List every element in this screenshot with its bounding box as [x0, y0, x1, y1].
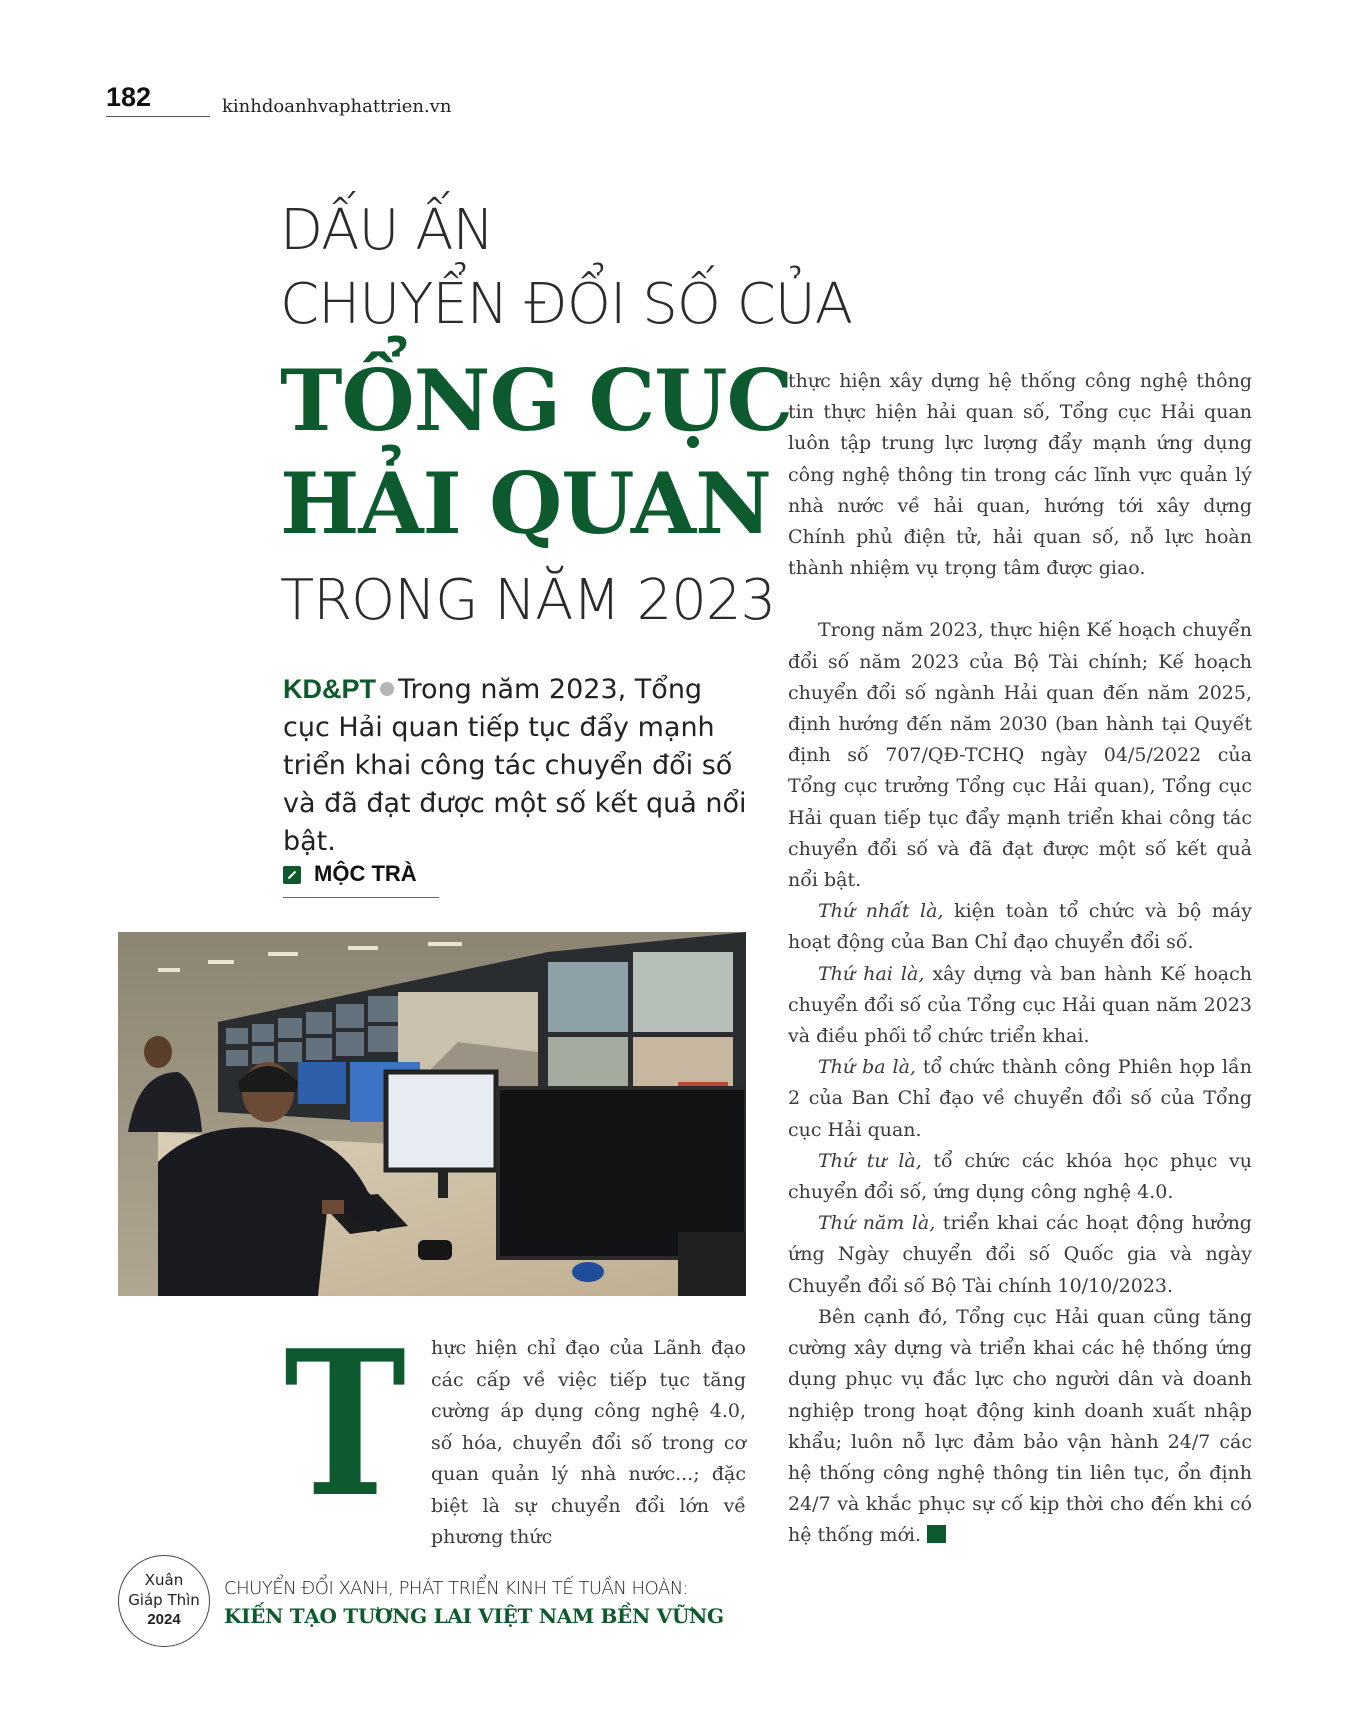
paragraph-5-lead: Thứ ba là, — [818, 1056, 916, 1079]
author-name: MỘC TRÀ — [314, 861, 417, 886]
paragraph-3-text: kiện toàn tổ chức và bộ máy hoạt động của Ban Chỉ đạo chuyển đổi số. — [788, 900, 1252, 954]
customs-control-room-photo — [118, 932, 746, 1296]
title-line-4: HẢI QUAN — [280, 454, 771, 553]
paragraph-7-lead: Thứ năm là, — [818, 1212, 936, 1235]
header-rule — [106, 116, 210, 117]
badge-line-1: Xuân — [144, 1571, 184, 1589]
paragraph-2: Trong năm 2023, thực hiện Kế hoạch chuyển đổi số năm 2023 của Bộ Tài chính; Kế hoạch chuyển đổi số ngành Hải quan đến năm 2025, định hướng đến năm 2030 (ban hành tại Quyết định số 707/QĐ-TCHQ ngày 04/5/2022 của Tổng cục trưởng Tổng cục Hải quan), Tổng cục Hải quan tiếp tục đẩy mạnh triển khai công tác chuyển đổi số và đã đạt được một số kết quả nổi bật. — [788, 619, 1252, 892]
article-photo — [118, 932, 746, 1296]
page-number: 182 — [106, 82, 152, 112]
footer-theme-line-1: CHUYỂN ĐỔI XANH, PHÁT TRIỂN KINH TẾ TUẦN HOÀN: — [224, 1578, 689, 1599]
paragraph-8 — [788, 1302, 1252, 1552]
paragraph-6 — [788, 1146, 1252, 1208]
drop-cap: T — [284, 1307, 407, 1542]
footer-theme-line-2: KIẾN TẠO TƯƠNG LAI VIỆT NAM BỀN VỮNG — [224, 1604, 724, 1628]
end-mark-icon — [927, 1525, 946, 1543]
title-line-1: DẤU ẤN — [280, 198, 494, 263]
paragraph-4 — [788, 959, 1252, 1053]
paragraph-7 — [788, 1208, 1252, 1302]
intro-text: hực hiện chỉ đạo của Lãnh đạo các cấp về việc tiếp tục tăng cường áp dụng công nghệ 4.0, số hóa, chuyển đổi số trong cơ quan quản lý nhà nước...; đặc biệt là sự chuyển đổi lớn về phương thức — [431, 1337, 746, 1548]
pen-icon — [283, 866, 301, 884]
paragraph-1: thực hiện xây dựng hệ thống công nghệ thông tin thực hiện hải quan số, Tổng cục Hải quan luôn tập trung lực lượng đẩy mạnh ứng dụng công nghệ thông tin trong các lĩnh vực quản lý nhà nước về hải quan, hướng tới xây dựng Chính phủ điện tử, hải quan số, nỗ lực hoàn thành nhiệm vụ trọng tâm được giao. — [788, 370, 1252, 580]
title-line-3: TỔNG CỤC — [280, 351, 793, 450]
paragraph-6-lead: Thứ tư là, — [818, 1149, 922, 1172]
lead-text: Trong năm 2023, Tổng cục Hải quan tiếp tục đẩy mạnh triển khai công tác chuyển đổi số và đã đạt được một số kết quả nổi bật. — [283, 674, 747, 857]
paragraph-3-lead: Thứ nhất là, — [818, 900, 944, 923]
title-line-2: CHUYỂN ĐỔI SỐ CỦA — [280, 272, 853, 337]
badge-line-2: Giáp Thìn — [128, 1591, 200, 1609]
author-rule — [283, 897, 439, 898]
badge-line-3: 2024 — [147, 1611, 181, 1628]
paragraph-5-text: tổ chức thành công Phiên họp lần 2 của Ban Chỉ đạo về chuyển đổi số của Tổng cục Hải quan. — [788, 1056, 1252, 1141]
paragraph-5 — [788, 1052, 1252, 1146]
lead-paragraph — [283, 670, 753, 861]
paragraph-4-text: xây dựng và ban hành Kế hoạch chuyển đổi số của Tổng cục Hải quan năm 2023 và điều phối tổ chức triển khai. — [788, 962, 1253, 1048]
lead-tag: KD&PT — [283, 674, 376, 704]
body-column — [788, 366, 1252, 1552]
title-line-5: TRONG NĂM 2023 — [280, 568, 776, 633]
site-name: kinhdoanhvaphattrien.vn — [222, 96, 452, 117]
paragraph-7-text: triển khai các hoạt động hưởng ứng Ngày chuyển đổi số Quốc gia và ngày Chuyển đổi số Bộ Tài chính 10/10/2023. — [788, 1212, 1252, 1297]
issue-badge — [118, 1555, 210, 1647]
paragraph-8-text: Bên cạnh đó, Tổng cục Hải quan cũng tăng cường xây dựng và triển khai các hệ thống ứng dụng phục vụ đắc lực cho người dân và doanh nghiệp trong hoạt động kinh doanh xuất nhập khẩu; luôn nỗ lực đảm bảo vận hành 24/7 các hệ thống công nghệ thông tin liên tục, ổn định 24/7 và khắc phục sự cố kịp thời cho đến khi có hệ thống mới. — [788, 1305, 1252, 1547]
paragraph-6-text: tổ chức các khóa học phục vụ chuyển đổi số, ứng dụng công nghệ 4.0. — [788, 1149, 1253, 1204]
paragraph-3 — [788, 896, 1252, 958]
bullet-dot-icon — [380, 682, 394, 696]
paragraph-4-lead: Thứ hai là, — [818, 962, 925, 985]
